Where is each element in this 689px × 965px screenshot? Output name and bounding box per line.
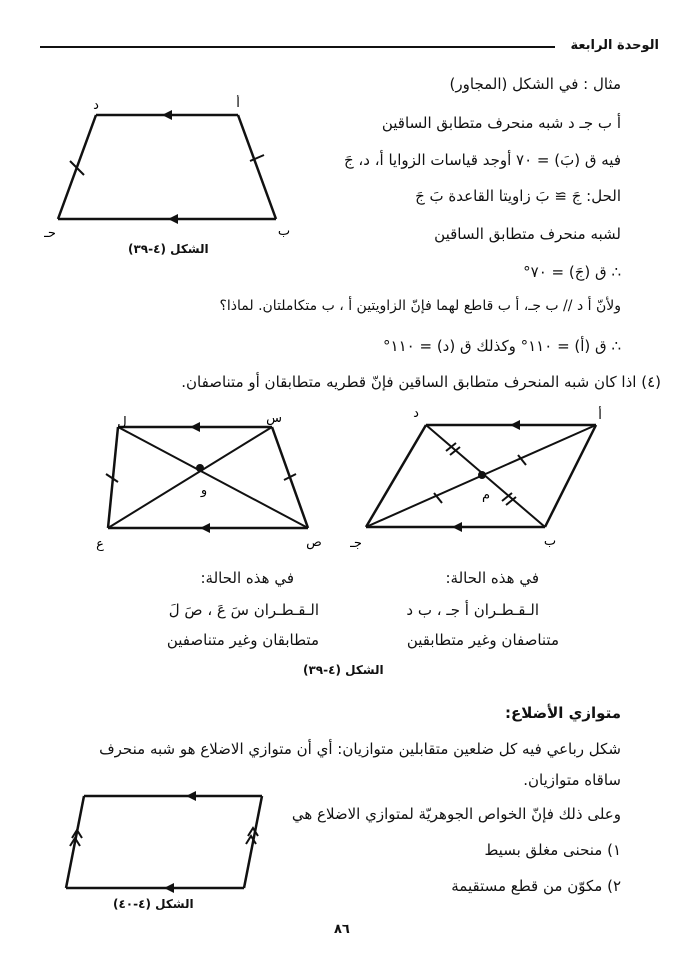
parallelogram-diagonals: [340, 405, 620, 555]
vertex-a: أ: [598, 408, 602, 423]
point-w-label: و: [200, 483, 208, 498]
unit-title: الوحدة الرابعة: [570, 38, 659, 53]
figure-caption-2: الشكل (٤-٣٩): [303, 663, 384, 677]
arrow-mark-top: [162, 110, 172, 120]
left-case-label: في هذه الحالة:: [200, 569, 294, 587]
intersection-point-w: [196, 464, 204, 472]
example-line-1: أ ب جـ د شبه منحرف متطابق الساقين: [381, 114, 621, 132]
arrow-mark-bottom-right: [452, 522, 462, 532]
side-ab: [238, 115, 276, 219]
vertex-l: ل: [117, 415, 127, 430]
arrow-mark-bottom: [164, 883, 174, 893]
figure-caption-3: الشكل (٤-٤٠): [113, 897, 194, 911]
vertex-b: ب: [277, 224, 291, 239]
vertex-a: أ: [236, 96, 240, 111]
example-title: مثال : في الشكل (المجاور): [449, 75, 621, 93]
example-line-6: ولأنّ أ د // ب جـ، أ ب قاطع لهما فإنّ الزاويتين أ ، ب متكاملتان. لماذا؟: [219, 298, 621, 314]
header-rule: [40, 46, 555, 48]
figure-caption-1: الشكل (٤-٣٩): [128, 242, 209, 256]
intersection-point-m: [478, 471, 486, 479]
right-diagonals: الـقـطـران أ جـ ، ب د: [406, 601, 539, 619]
right-case-label: في هذه الحالة:: [445, 569, 539, 587]
vertex-s: س: [266, 411, 282, 426]
arrow-mark-bottom-left: [200, 523, 210, 533]
arrow-mark-bottom: [168, 214, 178, 224]
property-2: ٢) مكوّن من قطع مستقيمة: [451, 877, 621, 895]
arrow-mark-top-left: [190, 422, 200, 432]
tick-left: [70, 161, 84, 175]
parallelogram-title: متوازي الأضلاع:: [504, 704, 621, 722]
parallelogram-def-1: شكل رباعي فيه كل ضلعين متقابلين متوازيان: أي أن متوازي الاضلاع هو شبه منحرف: [99, 740, 621, 758]
page-number: ٨٦: [334, 922, 350, 937]
example-line-7: ∴ ق (أ) = ١١٠° وكذلك ق (د) = ١١٠°: [383, 337, 621, 355]
diagonal-l-sad: [118, 427, 308, 528]
side-left: [66, 796, 84, 888]
vertex-ain: ع: [96, 537, 104, 552]
left-diagonals: الـقـطـران سَ عَ ، صَ لَ: [168, 601, 319, 619]
arrow-mark-top-right: [510, 420, 520, 430]
example-line-2: فيه ق (بَ) = ٧٠ أوجد قياسات الزوايا أ، د، جَ: [343, 151, 621, 169]
example-line-4: لشبه منحرف متطابق الساقين: [434, 225, 621, 243]
vertex-j: جـ: [350, 536, 362, 551]
example-line-5: ∴ ق (جَ) = ٧٠°: [523, 263, 621, 281]
vertex-d: د: [93, 98, 99, 113]
parallelogram-def-2: ساقاه متوازيان.: [523, 771, 621, 789]
property-1: ١) منحنى مغلق بسيط: [484, 841, 621, 859]
isosceles-trapezoid-diagonals: [90, 410, 340, 555]
parallelogram-figure: [50, 780, 280, 900]
property-4: (٤) اذا كان شبه المنحرف متطابق الساقين فإنّ قطريه متطابقان أو متناصفان.: [181, 373, 661, 391]
side-jd: [366, 425, 426, 527]
parallelogram-props-intro: وعلى ذلك فإنّ الخواص الجوهريّة لمتوازي الاضلاع هي: [291, 805, 621, 823]
vertex-sad: ص: [306, 535, 322, 550]
vertex-b: ب: [543, 534, 557, 549]
vertex-c: حـ: [44, 226, 56, 241]
left-result: متطابقان وغير متناصفين: [166, 631, 319, 649]
vertex-d: د: [413, 406, 419, 421]
point-m-label: م: [481, 488, 491, 503]
right-result: متناصفان وغير متطابقين: [406, 631, 559, 649]
arrow-mark-top: [186, 791, 196, 801]
diagonal-s-ain: [108, 427, 272, 528]
example-line-3: الحل: جَ ≅ بَ زاويتا القاعدة بَ جَ: [415, 187, 621, 205]
side-ab: [545, 425, 596, 527]
